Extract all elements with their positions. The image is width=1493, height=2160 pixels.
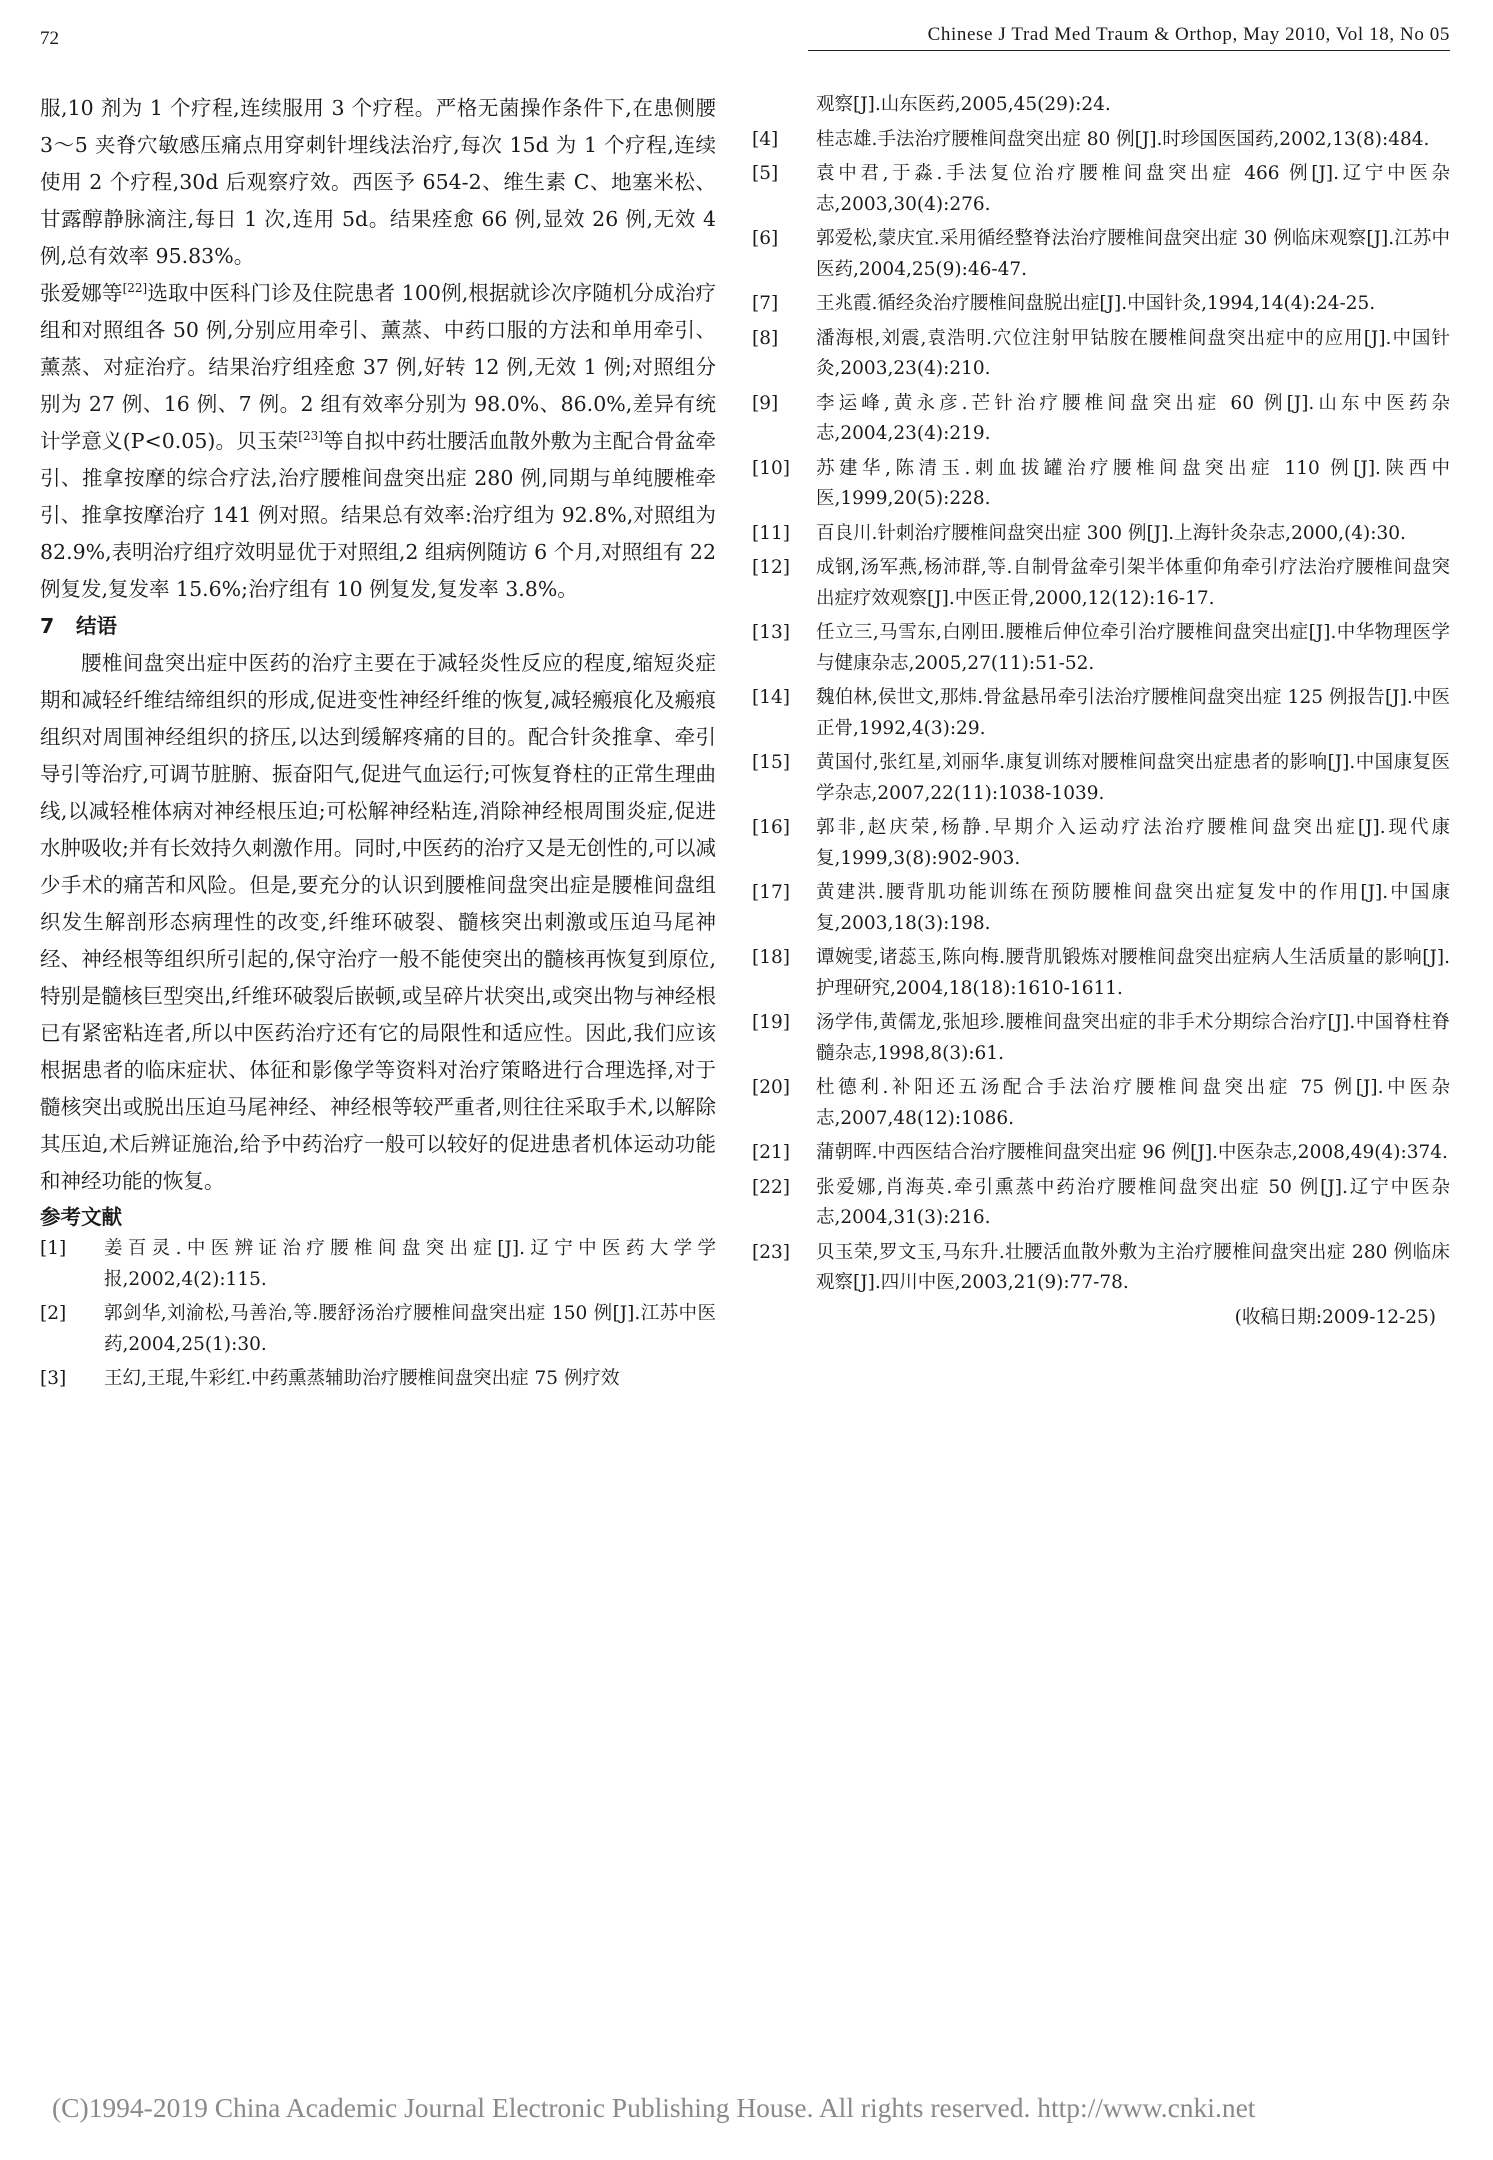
reference-number: [12]: [752, 557, 790, 578]
reference-item: [752, 125, 1450, 156]
reference-3-continuation: 观察[J].山东医药,2005,45(29):24.: [816, 94, 1111, 115]
reference-item: [40, 1299, 716, 1360]
references-heading: 参考文献: [40, 1205, 122, 1229]
reference-item: [752, 1173, 1450, 1234]
reference-text: 王幻,王琨,牛彩红.中药熏蒸辅助治疗腰椎间盘突出症 75 例疗效: [104, 1368, 620, 1389]
citation-23: [23]: [298, 429, 323, 444]
reference-item: [752, 683, 1450, 744]
reference-number: [20]: [752, 1077, 790, 1098]
section-number: 7: [40, 614, 55, 638]
citation-22: [22]: [122, 281, 148, 296]
reference-text: 杜德利.补阳还五汤配合手法治疗腰椎间盘突出症 75 例[J].中医杂志,2007,48(12):1086.: [816, 1077, 1450, 1129]
reference-text: 袁中君,于淼.手法复位治疗腰椎间盘突出症 466 例[J].辽宁中医杂志,2003,30(4):276.: [816, 163, 1450, 215]
reference-text: 汤学伟,黄儒龙,张旭珍.腰椎间盘突出症的非手术分期综合治疗[J].中国脊柱脊髓杂志,1998,8(3):61.: [816, 1012, 1450, 1064]
reference-list-right: [752, 125, 1450, 1299]
right-column: [752, 90, 1450, 1333]
zhang-study-paragraph: [40, 275, 716, 608]
reference-text: 李运峰,黄永彦.芒针治疗腰椎间盘突出症 60 例[J].山东中医药杂志,2004,23(4):219.: [816, 392, 1450, 444]
reference-text: 苏建华,陈清玉.刺血拔罐治疗腰椎间盘突出症 110 例[J].陕西中医,1999,20(5):228.: [816, 457, 1450, 509]
conclusion-paragraph: 腰椎间盘突出症中医药的治疗主要在于减轻炎性反应的程度,缩短炎症期和减轻纤维结缔组织的形成,促进变性神经纤维的恢复,减轻瘢痕化及瘢痕组织对周围神经组织的挤压,以达到缓解疼痛的目的。配合针灸推拿、牵引导引等治疗,可调节脏腑、振奋阳气,促进气血运行;可恢复脊柱的正常生理曲线,以减轻椎体病对神经根压迫;可松解神经粘连,消除神经根周围炎症,促进水肿吸收;并有长效持久刺激作用。同时,中医药的治疗又是无创性的,可以减少手术的痛苦和风险。但是,要充分的认识到腰椎间盘突出症是腰椎间盘组织发生解剖形态病理性的改变,纤维环破裂、髓核突出刺激或压迫马尾神经、神经根等组织所引起的,保守治疗一般不能使突出的髓核再恢复到原位,特别是髓核巨型突出,纤维环破裂后嵌顿,或呈碎片状突出,或突出物与神经根已有紧密粘连者,所以中医药治疗还有它的局限性和适应性。因此,我们应该根据患者的临床症状、体征和影像学等资料对治疗策略进行合理选择,对于髓核突出或脱出压迫马尾神经、神经根等较严重者,则往往采取手术,以解除其压迫,术后辨证施治,给予中药治疗一般可以较好的促进患者机体运动功能和神经功能的恢复。: [40, 651, 716, 1193]
received-date: (收稿日期:2009-12-25): [1234, 1306, 1436, 1328]
reference-number: [9]: [752, 392, 779, 414]
reference-item: [752, 159, 1450, 220]
reference-text: 郭剑华,刘渝松,马善治,等.腰舒汤治疗腰椎间盘突出症 150 例[J].江苏中医药,2004,25(1):30.: [104, 1303, 716, 1355]
reference-number: [3]: [40, 1368, 67, 1389]
reference-number: [22]: [752, 1176, 790, 1198]
reference-number: [23]: [752, 1241, 790, 1263]
reference-item: [752, 1008, 1450, 1069]
reference-list-left: [40, 1234, 716, 1395]
reference-item: [752, 224, 1450, 285]
bei-pre: 贝玉荣: [236, 429, 299, 453]
page-number: 72: [40, 28, 59, 49]
reference-text: 任立三,马雪东,白刚田.腰椎后伸位牵引治疗腰椎间盘突出症[J].中华物理医学与健康杂志,2005,27(11):51-52.: [816, 622, 1450, 674]
reference-text: 贝玉荣,罗文玉,马东升.壮腰活血散外敷为主治疗腰椎间盘突出症 280 例临床观察[J].四川中医,2003,21(9):77-78.: [816, 1241, 1450, 1293]
reference-item: [40, 1364, 716, 1395]
header-rule: [808, 50, 1450, 51]
reference-text: 郭非,赵庆荣,杨静.早期介入运动疗法治疗腰椎间盘突出症[J].现代康复,1999,3(8):902-903.: [816, 817, 1450, 869]
reference-item: [752, 618, 1450, 679]
reference-item: [752, 324, 1450, 385]
reference-number: [7]: [752, 293, 779, 314]
reference-text: 潘海根,刘震,袁浩明.穴位注射甲钴胺在腰椎间盘突出症中的应用[J].中国针灸,2003,23(4):210.: [816, 327, 1450, 379]
reference-text: 蒲朝晖.中西医结合治疗腰椎间盘突出症 96 例[J].中医杂志,2008,49(4):374.: [816, 1142, 1448, 1163]
journal-running-header: Chinese J Trad Med Traum & Orthop, May 2010, Vol 18, No 05: [927, 24, 1450, 45]
reference-number: [15]: [752, 752, 790, 773]
reference-item: [752, 389, 1450, 450]
reference-item: [752, 289, 1450, 320]
reference-item: [752, 454, 1450, 515]
reference-item: [752, 519, 1450, 550]
section-title: 结语: [76, 614, 117, 638]
zhang-post: 选取中医科门诊及住院患者 100例,根据就诊次序随机分成治疗组和对照组各 50 例,分别应用牵引、薰蒸、中药口服的方法和单用牵引、薰蒸、对症治疗。结果治疗组痊愈 37 例,好转 12 例,无效 1 例;对照组分别为 27 例、16 例、7 例。2 组有效率分别为 98.0%、86.0%,差异有统计学意义(P<0.05)。: [40, 281, 716, 453]
reference-number: [21]: [752, 1142, 790, 1163]
reference-item: [752, 878, 1450, 939]
reference-number: [8]: [752, 327, 779, 349]
reference-item: [752, 1073, 1450, 1134]
reference-item: [752, 1238, 1450, 1299]
reference-item: [752, 1138, 1450, 1169]
reference-text: 王兆霞.循经灸治疗腰椎间盘脱出症[J].中国针灸,1994,14(4):24-25.: [816, 293, 1376, 314]
reference-text: 黄国付,张红星,刘丽华.康复训练对腰椎间盘突出症患者的影响[J].中国康复医学杂志,2007,22(11):1038-1039.: [816, 752, 1450, 804]
copyright-footer: (C)1994-2019 China Academic Journal Electronic Publishing House. All rights reserved. http://www.cnki.net: [52, 2092, 1256, 2123]
reference-item: [752, 943, 1450, 1004]
reference-item: [752, 553, 1450, 614]
reference-number: [17]: [752, 882, 790, 903]
reference-item: [752, 813, 1450, 874]
reference-number: [14]: [752, 687, 790, 708]
reference-number: [13]: [752, 622, 790, 643]
reference-number: [2]: [40, 1303, 67, 1324]
reference-number: [10]: [752, 457, 790, 479]
reference-text: 成钢,汤军燕,杨沛群,等.自制骨盆牵引架半体重仰角牵引疗法治疗腰椎间盘突出症疗效观察[J].中医正骨,2000,12(12):16-17.: [816, 557, 1450, 609]
reference-item: [40, 1234, 716, 1295]
section-heading: [40, 608, 716, 645]
reference-number: [19]: [752, 1012, 790, 1033]
left-column: [40, 90, 716, 1399]
reference-text: 百良川.针刺治疗腰椎间盘突出症 300 例[J].上海针灸杂志,2000,(4):30.: [816, 522, 1406, 544]
continuation-paragraph: 服,10 剂为 1 个疗程,连续服用 3 个疗程。严格无菌操作条件下,在患侧腰 3～5 夹脊穴敏感压痛点用穿刺针埋线法治疗,每次 15d 为 1 个疗程,连续使用 2 个疗程,30d 后观察疗效。西医予 654-2、维生素 C、地塞米松、甘露醇静脉滴注,每日 1 次,连用 5d。结果痊愈 66 例,显效 26 例,无效 4 例,总有效率 95.83%。: [40, 96, 716, 268]
reference-number: [18]: [752, 947, 790, 968]
reference-text: 郭爱松,蒙庆宜.采用循经整脊法治疗腰椎间盘突出症 30 例临床观察[J].江苏中医药,2004,25(9):46-47.: [816, 228, 1450, 280]
reference-number: [16]: [752, 817, 790, 838]
reference-text: 黄建洪.腰背肌功能训练在预防腰椎间盘突出症复发中的作用[J].中国康复,2003,18(3):198.: [816, 882, 1450, 934]
reference-number: [1]: [40, 1238, 67, 1259]
zhang-pre: 张爱娜等: [40, 281, 123, 305]
reference-number: [4]: [752, 128, 779, 150]
reference-text: 姜百灵.中医辨证治疗腰椎间盘突出症[J].辽宁中医药大学学报,2002,4(2):115.: [104, 1238, 716, 1290]
reference-number: [5]: [752, 163, 779, 184]
reference-number: [6]: [752, 228, 779, 249]
reference-text: 谭婉雯,诸蕊玉,陈向梅.腰背肌锻炼对腰椎间盘突出症病人生活质量的影响[J].护理研究,2004,18(18):1610-1611.: [816, 947, 1450, 999]
reference-text: 魏伯林,侯世文,那炜.骨盆悬吊牵引法治疗腰椎间盘突出症 125 例报告[J].中医正骨,1992,4(3):29.: [816, 687, 1450, 739]
reference-text: 桂志雄.手法治疗腰椎间盘突出症 80 例[J].时珍国医国药,2002,13(8):484.: [816, 128, 1430, 150]
reference-text: 张爱娜,肖海英.牵引熏蒸中药治疗腰椎间盘突出症 50 例[J].辽宁中医杂志,2004,31(3):216.: [816, 1176, 1450, 1228]
bei-post: 等自拟中药壮腰活血散外敷为主配合骨盆牵引、推拿按摩的综合疗法,治疗腰椎间盘突出症 280 例,同期与单纯腰椎牵引、推拿按摩治疗 141 例对照。结果总有效率:治疗组为 92.8%,对照组为 82.9%,表明治疗组疗效明显优于对照组,2 组病例随访 6 个月,对照组有 22 例复发,复发率 15.6%;治疗组有 10 例复发,复发率 3.8%。: [40, 429, 716, 601]
reference-item: [752, 748, 1450, 809]
reference-number: [11]: [752, 522, 790, 544]
